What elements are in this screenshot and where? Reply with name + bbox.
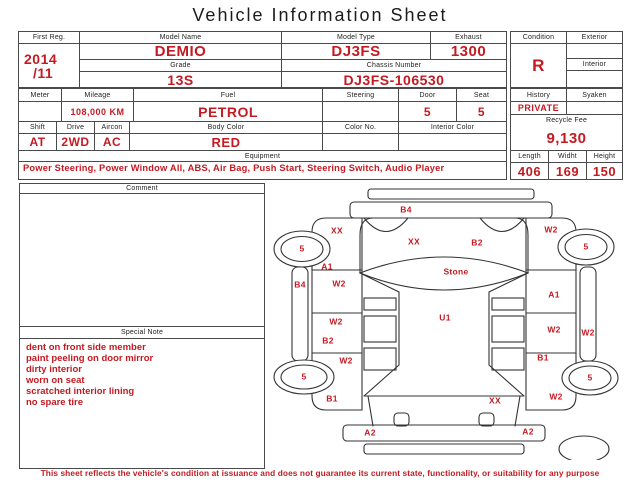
damage-code-rear-deck: XX: [489, 395, 501, 406]
damage-code-rear-left-wheel: 5: [301, 371, 307, 382]
exhaust-label: Exhaust: [430, 32, 506, 44]
special-note-item: dent on front side member: [26, 342, 146, 353]
damage-code-left-sill: B4: [294, 279, 306, 290]
interior-label: Interior: [567, 59, 622, 71]
fuel-label: Fuel: [133, 89, 322, 101]
damage-code-windshield: Stone: [443, 266, 469, 277]
chassis-number-label: Chassis Number: [282, 60, 506, 72]
height-label: Height: [586, 151, 622, 162]
identity-table: [18, 31, 507, 88]
damage-code-left-front-door: W2: [332, 278, 346, 289]
history-value: PRIVATE: [517, 103, 560, 113]
damage-code-left-rear-door-lower: B2: [322, 335, 334, 346]
damage-code-left-rear-door-upper: W2: [329, 316, 343, 327]
damage-code-left-front-fender-lower: A1: [321, 261, 333, 272]
condition-value: R: [532, 55, 545, 75]
model-grade-column: [79, 32, 281, 87]
syaken-value: [566, 102, 622, 114]
details-table: [18, 88, 507, 180]
damage-code-left-front-fender: XX: [331, 225, 343, 236]
condition-table: [510, 31, 623, 88]
recycle-fee-label: Recycle Fee: [545, 117, 588, 124]
damage-code-right-sill: W2: [581, 327, 595, 338]
damage-code-rear-bumper-left: A2: [364, 427, 376, 438]
damage-labels: [294, 204, 594, 437]
condition-label: Condition: [511, 32, 566, 44]
model-name-label: Model Name: [80, 32, 281, 44]
comment-label: Comment: [20, 184, 264, 194]
recycle-fee-value: 9,130: [546, 129, 587, 147]
length-label: Length: [518, 153, 541, 160]
color-no-value: [322, 134, 398, 150]
first-reg-month: /11: [33, 64, 54, 81]
body-color-label: Body Color: [129, 122, 322, 133]
first-reg-year: 2014: [24, 50, 58, 67]
exterior-interior-column: [566, 32, 622, 87]
height-value: 150: [586, 163, 622, 179]
widht-value: 169: [548, 163, 586, 179]
equipment-label: Equipment: [19, 150, 506, 161]
special-note-list: [20, 339, 264, 468]
syaken-label: Syaken: [566, 89, 622, 101]
seat-label: Seat: [456, 89, 506, 101]
exhaust-value: 1300: [430, 44, 506, 60]
body-color-value: RED: [129, 134, 322, 150]
damage-code-front-bumper: B4: [400, 204, 412, 215]
grade-value: 13S: [167, 71, 194, 88]
seat-value: 5: [456, 102, 506, 121]
shift-value: AT: [29, 135, 46, 149]
condition-cell: [511, 32, 566, 87]
history-fee-table: [510, 88, 623, 180]
mileage-value: 108,000 KM: [61, 102, 133, 121]
steering-value: [322, 102, 398, 121]
interior-color-value: [398, 134, 506, 150]
interior-value: [567, 71, 622, 87]
exterior-label: Exterior: [567, 32, 622, 44]
equipment-value: Power Steering, Power Window All, ABS, Air Bag, Push Start, Steering Switch, Audio Player: [19, 161, 506, 179]
spare-tire-outline: [559, 436, 609, 460]
damage-code-rear-bumper-right: A2: [522, 426, 534, 437]
meter-value: [19, 102, 61, 121]
shift-label: Shift: [29, 124, 45, 131]
model-type-label: Model Type: [282, 32, 430, 44]
color-no-label: Color No.: [322, 122, 398, 133]
drive-value: 2WD: [56, 134, 94, 150]
damage-code-hood-right: B2: [471, 237, 483, 248]
damage-code-right-quarter-lower: W2: [549, 391, 563, 402]
widht-label: Widht: [548, 151, 586, 162]
damage-code-right-front-door: A1: [548, 289, 560, 300]
model-name-value: DEMIO: [80, 44, 281, 60]
aircon-value: AC: [94, 134, 129, 150]
grade-label: Grade: [80, 60, 281, 72]
drive-label: Drive: [56, 122, 94, 133]
meter-label: Meter: [30, 91, 50, 99]
first-reg-value: [19, 44, 79, 87]
special-note-item: dirty interior: [26, 364, 82, 375]
damage-code-front-right-wheel: 5: [583, 241, 589, 252]
first-reg-label: First Reg.: [19, 32, 79, 44]
door-label: Door: [398, 89, 456, 101]
special-note-label: Special Note: [20, 326, 264, 339]
page-title: Vehicle Information Sheet: [192, 5, 448, 25]
exterior-value: [567, 44, 622, 59]
mileage-label: Mileage: [61, 89, 133, 101]
car-damage-diagram: [260, 185, 640, 460]
comment-box: [19, 183, 265, 469]
damage-code-left-rear-door-bottom: W2: [339, 355, 353, 366]
damage-code-rear-right-wheel: 5: [587, 372, 593, 383]
first-reg-cell: [19, 32, 79, 87]
interior-color-label: Interior Color: [398, 122, 506, 133]
special-note-item: worn on seat: [26, 375, 85, 386]
comment-value: [20, 194, 264, 326]
chassis-number-value: DJ3FS-106530: [343, 71, 445, 88]
special-note-item: no spare tire: [26, 397, 84, 408]
door-value: 5: [398, 102, 456, 121]
damage-code-right-quarter-upper: B1: [537, 352, 549, 363]
history-label: History: [526, 91, 551, 99]
special-note-item: scratched interior lining: [26, 386, 135, 397]
steering-label: Steering: [322, 89, 398, 101]
damage-code-roof: U1: [439, 312, 451, 323]
length-value: 406: [517, 163, 542, 179]
damage-code-front-left-wheel: 5: [299, 243, 305, 254]
damage-code-hood-left: XX: [408, 236, 420, 247]
damage-code-right-rear-door: W2: [547, 324, 561, 335]
damage-code-left-quarter-lower: B1: [326, 393, 338, 404]
aircon-label: Aircon: [94, 122, 129, 133]
damage-code-right-front-fender: W2: [544, 224, 558, 235]
special-note-item: paint peeling on door mirror: [26, 353, 154, 364]
fuel-value: PETROL: [133, 102, 322, 121]
model-type-value: DJ3FS: [282, 44, 430, 60]
disclaimer-text: This sheet reflects the vehicle's condition at issuance and does not guarantee its current state, functionality, or suitability for any purpose: [40, 468, 600, 478]
type-chassis-column: [281, 32, 506, 87]
